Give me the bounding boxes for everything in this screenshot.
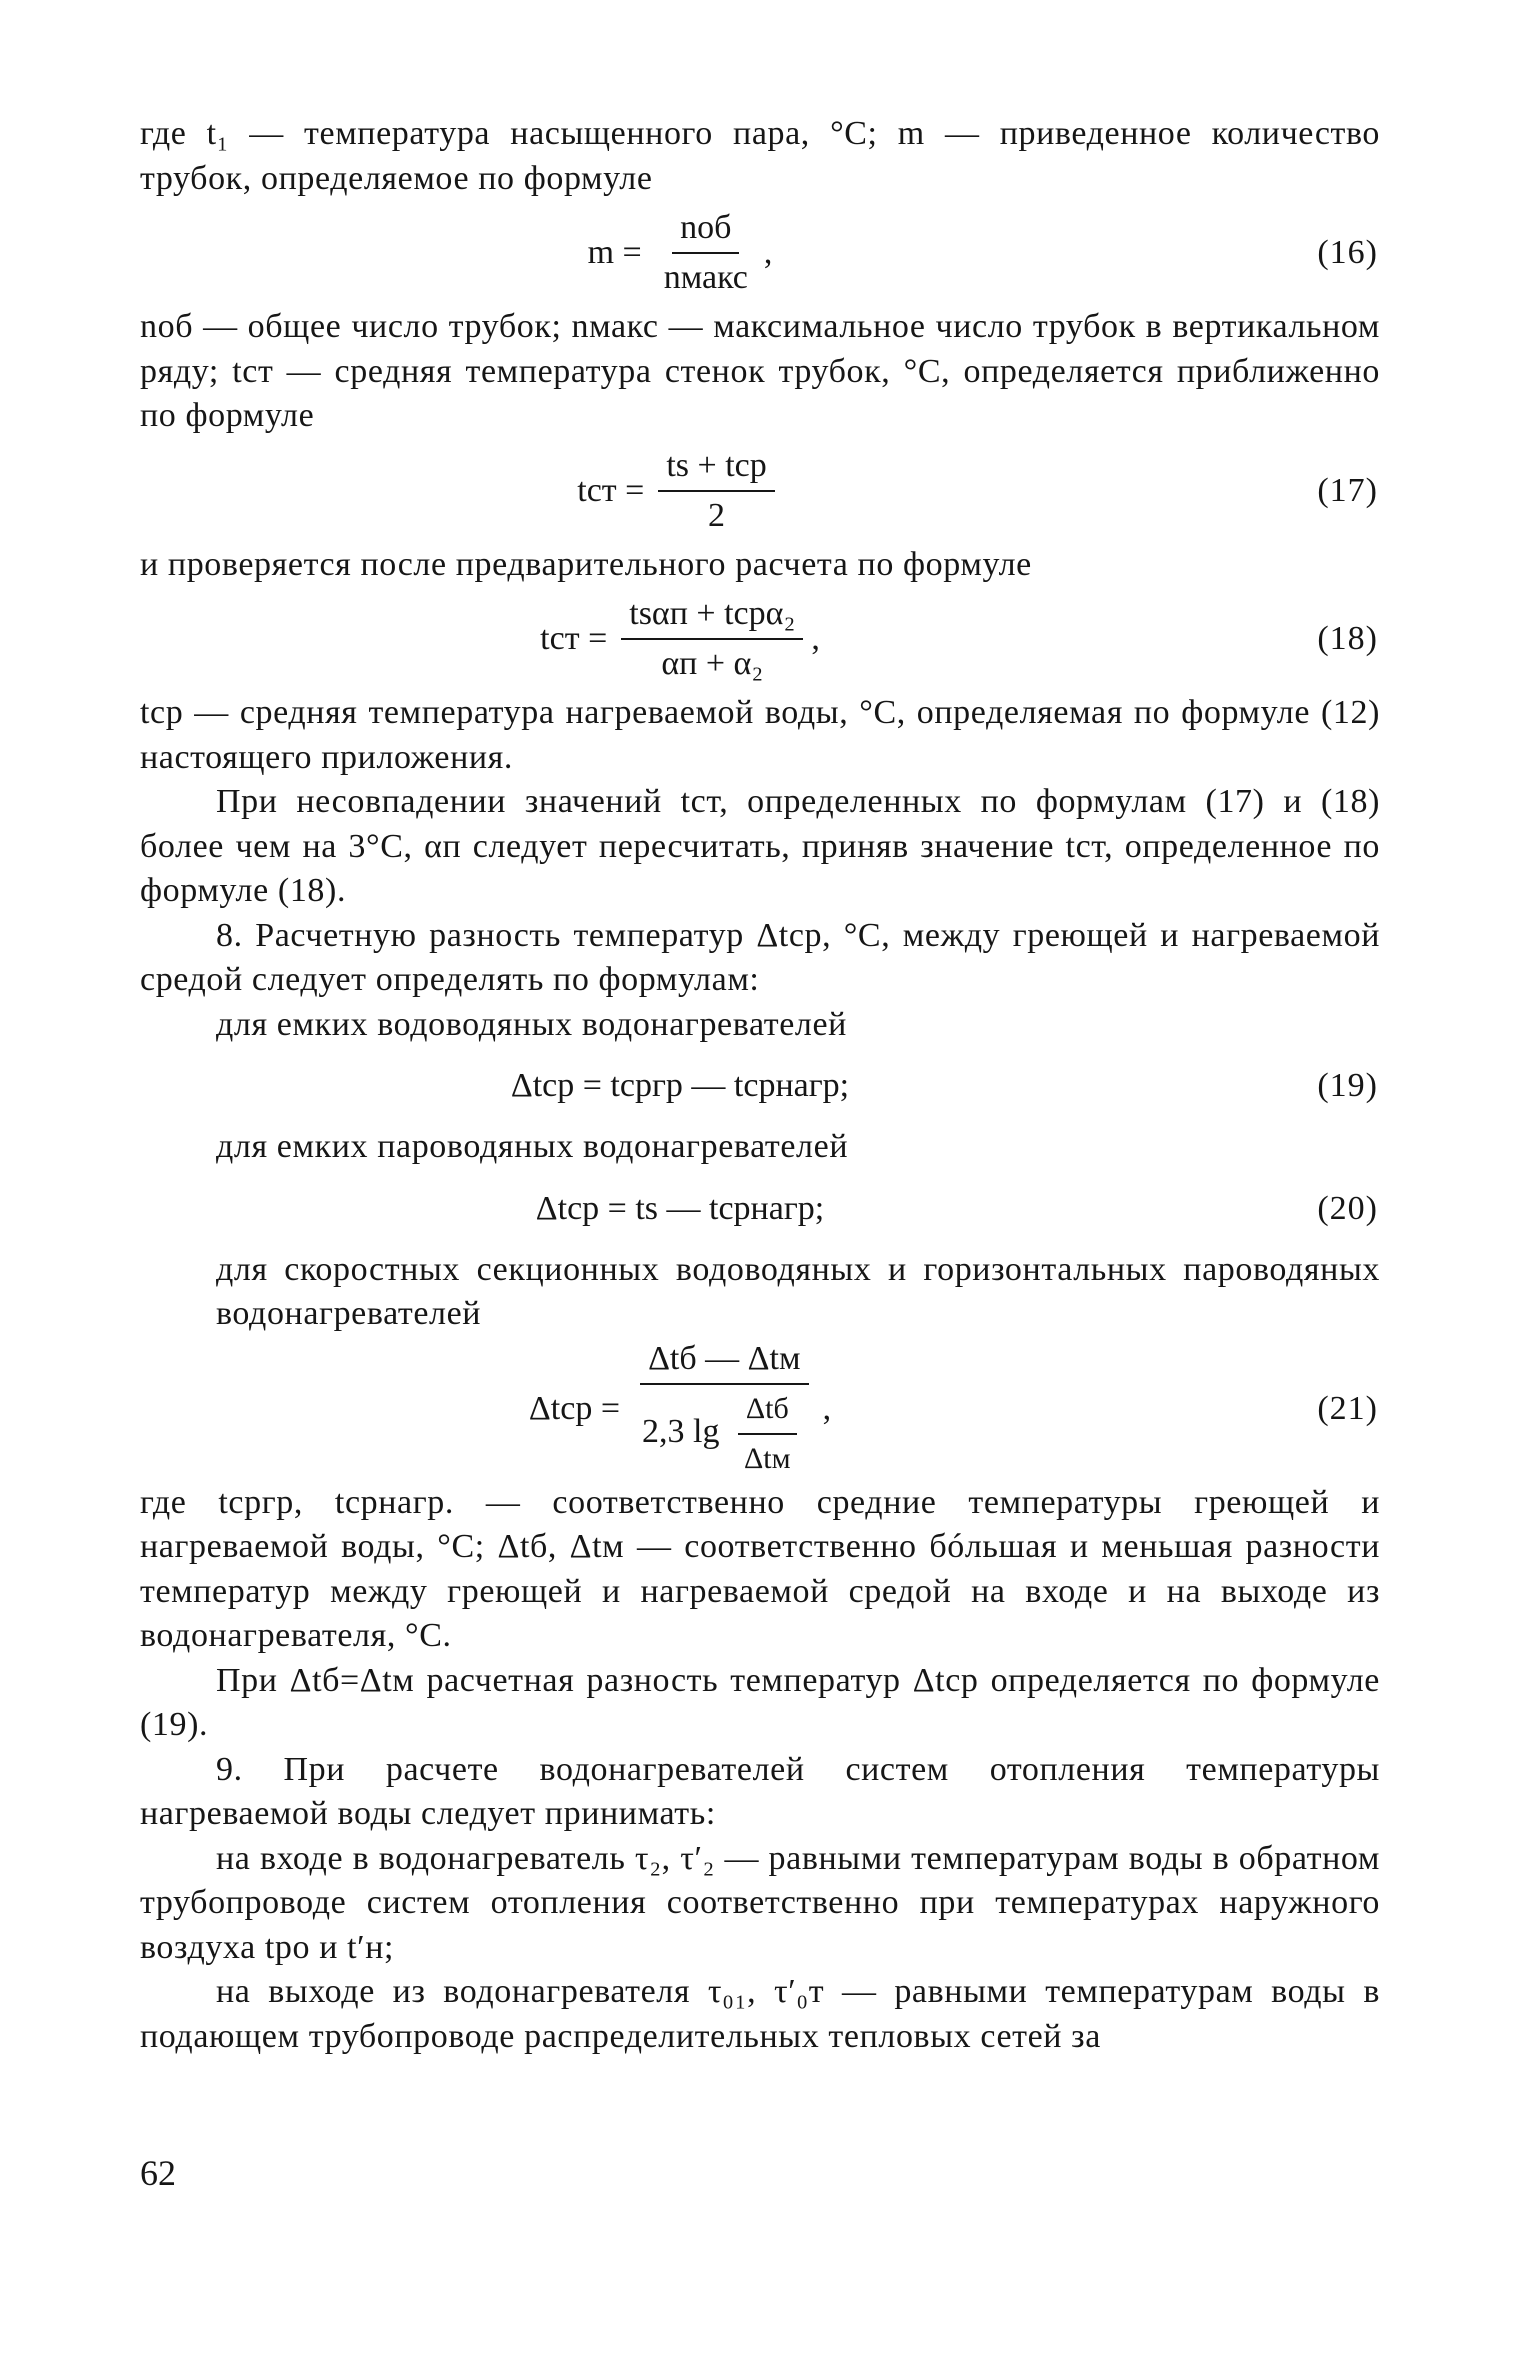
paragraph-capacitive-water: для емких водоводяных водонагревателей <box>216 1005 847 1043</box>
eq21-denominator-prefix: 2,3 lg <box>642 1412 720 1450</box>
eq19-expression: Δtср = tсргр — tсрнагр; <box>510 1067 850 1104</box>
paragraph-intro: где t₁ — температура насыщенного пара, °C; m — приведенное количество трубок, определяемое по формуле <box>140 115 1380 197</box>
paragraph-inlet: на входе в водонагреватель τ₂, τ′₂ — равными температурам воды в обратном трубопроводе систем отопления соответственно при температурах наружного воздуха tро и t′н; <box>140 1839 1380 1966</box>
equation-16 <box>140 207 1380 299</box>
paragraph-equal-case: При Δtб=Δtм расчетная разность температур Δtср определяется по формуле (19). <box>140 1661 1380 1743</box>
eq16-number: (16) <box>1317 234 1378 271</box>
eq17-denominator: 2 <box>708 496 726 534</box>
eq21-number: (21) <box>1317 1389 1378 1427</box>
eq17-number: (17) <box>1317 471 1378 509</box>
eq17-lhs: tст = <box>577 471 645 509</box>
eq16-lhs: m = <box>587 234 642 271</box>
paragraph-tcp-definition: tср — средняя температура нагреваемой воды, °C, определяемая по формуле (12) настоящего приложения. <box>140 694 1380 776</box>
eq16-tail: , <box>763 234 773 271</box>
eq19-number: (19) <box>1317 1067 1378 1104</box>
equation-18 <box>140 593 1380 685</box>
paragraph-definitions: nоб — общее число трубок; nмакс — максимальное число трубок в вертикальном ряду; tст — средняя температура стенок трубок, °C, определяется приближенно по формуле <box>140 308 1380 434</box>
eq18-number: (18) <box>1317 620 1378 657</box>
eq20-expression: Δtср = ts — tсрнагр; <box>535 1189 825 1227</box>
eq18-tail: , <box>811 620 820 657</box>
paragraph-outlet: на выходе из водонагревателя τ₀₁, τ′₀т — равными температурам воды в подающем трубопроводе распределительных тепловых сетей за <box>140 1973 1380 2055</box>
eq18-numerator: tsαп + tсрα₂ <box>621 594 803 640</box>
paragraph-mismatch: При несовпадении значений tст, определенных по формулам (17) и (18) более чем на 3°C, αп следует пересчитать, приняв значение tст, определенное по формуле (18). <box>140 783 1380 909</box>
eq21-tail: , <box>822 1389 832 1427</box>
paragraph-high-speed: для скоростных секционных водоводяных и горизонтальных пароводяных водонагревателей <box>216 1250 1380 1332</box>
eq21-inner-numerator: Δtб <box>738 1389 797 1435</box>
eq21-inner-denominator: Δtм <box>743 1441 791 1475</box>
eq21-numerator: Δtб — Δtм <box>640 1339 808 1385</box>
eq16-numerator: nоб <box>672 208 739 254</box>
equation-19 <box>140 1053 1380 1119</box>
eq18-denominator: αп + α₂ <box>661 645 764 682</box>
eq17-numerator: ts + tср <box>658 446 774 492</box>
eq20-number: (20) <box>1317 1189 1378 1227</box>
equation-20 <box>140 1176 1380 1242</box>
eq18-lhs: tст = <box>540 620 608 657</box>
paragraph-item-8: 8. Расчетную разность температур Δtср, °C, между греющей и нагреваемой средой следует определять по формулам: <box>140 916 1380 998</box>
page-body <box>140 112 1380 2059</box>
paragraph-where: где tсргр, tсрнагр. — соответственно средние температуры греющей и нагреваемой воды, °C; Δtб, Δtм — соответственно бóльшая и меньшая разности температур между греющей и нагреваемой средой на входе и на выходе из водонагревателя, °C. <box>140 1483 1380 1654</box>
eq21-denominator <box>634 1385 815 1479</box>
paragraph-capacitive-steam: для емких пароводяных водонагревателей <box>216 1128 849 1165</box>
paragraph-item-9: 9. При расчете водонагревателей систем отопления температуры нагреваемой воды следует принимать: <box>140 1750 1380 1832</box>
equation-17 <box>140 445 1380 537</box>
eq21-lhs: Δtср = <box>528 1389 620 1427</box>
eq16-denominator: nмакс <box>663 259 748 296</box>
equation-21 <box>140 1339 1380 1475</box>
page-number: 62 <box>140 2153 176 2193</box>
paragraph-check: и проверяется после предварительного расчета по формуле <box>140 545 1032 583</box>
